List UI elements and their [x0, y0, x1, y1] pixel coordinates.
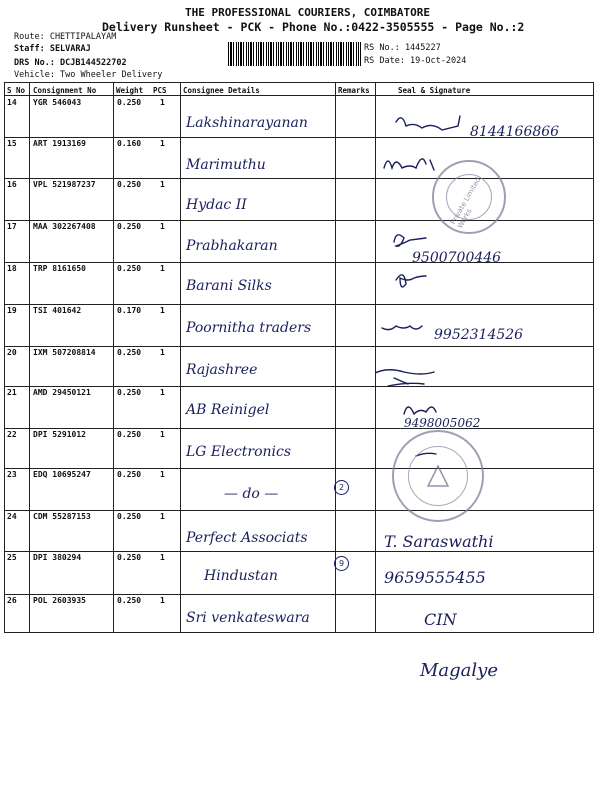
row-pcs: 1 — [160, 596, 165, 605]
vehicle-label: Vehicle: Two Wheeler Delivery — [14, 70, 163, 80]
row-sno: 17 — [7, 222, 17, 231]
row-consignment: DPI 380294 — [33, 553, 82, 562]
row-consignment: CDM 55287153 — [33, 512, 91, 521]
row-pcs: 1 — [160, 388, 165, 397]
row-weight: 0.250 — [117, 180, 142, 189]
row-consignment: AMD 29450121 — [33, 388, 91, 397]
row-weight: 0.250 — [117, 264, 142, 273]
row-consignment: DPI 5291012 — [33, 430, 86, 439]
row-consignment: ART 1913169 — [33, 139, 86, 148]
stamp-emblem-icon — [424, 462, 452, 490]
row-consignment: MAA 302267408 — [33, 222, 96, 231]
col-pcs: PCS — [153, 86, 167, 95]
row-consignee: Hindustan — [204, 568, 278, 584]
row-pcs: 1 — [160, 139, 165, 148]
row-consignee: Marimuthu — [186, 157, 266, 173]
row-pcs: 1 — [160, 264, 165, 273]
row-signature: 8144166866 — [470, 124, 560, 140]
rs-date: RS Date: 19-Oct-2024 — [364, 56, 467, 66]
row-signature: 9500700446 — [412, 250, 502, 266]
row-weight: 0.250 — [117, 430, 142, 439]
row-pcs: 1 — [160, 98, 165, 107]
row-pcs: 1 — [160, 470, 165, 479]
row-signature: 9952314526 — [434, 327, 524, 343]
row-consignee: Hydac II — [186, 197, 247, 213]
row-consignment: EDQ 10695247 — [33, 470, 91, 479]
row-sno: 26 — [7, 596, 17, 605]
row-weight: 0.250 — [117, 596, 142, 605]
row-pcs: 1 — [160, 222, 165, 231]
staff-label: Staff: SELVARAJ — [14, 44, 91, 54]
row-consignee: Prabhakaran — [186, 238, 278, 254]
row-weight: 0.170 — [117, 306, 142, 315]
remarks-mark: 2 — [334, 480, 349, 495]
row-weight: 0.250 — [117, 553, 142, 562]
row-sno: 25 — [7, 553, 17, 562]
row-weight: 0.250 — [117, 470, 142, 479]
footer-signature: Magalye — [420, 660, 498, 681]
row-pcs: 1 — [160, 306, 165, 315]
row-consignee: Sri venkateswara — [186, 610, 310, 626]
row-signature: CIN — [424, 610, 457, 629]
row-weight: 0.250 — [117, 388, 142, 397]
row-consignment: IXM 507208814 — [33, 348, 96, 357]
row-sno: 24 — [7, 512, 17, 521]
row-signature: T. Saraswathi — [384, 532, 494, 551]
row-pcs: 1 — [160, 180, 165, 189]
row-weight: 0.250 — [117, 348, 142, 357]
company-title: THE PROFESSIONAL COURIERS, COIMBATORE — [185, 6, 431, 19]
row-pcs: 1 — [160, 430, 165, 439]
row-weight: 0.250 — [117, 512, 142, 521]
rs-number: RS No.: 1445227 — [364, 43, 441, 53]
drs-number: DRS No.: DCJB144522702 — [14, 58, 127, 68]
remarks-mark: 9 — [334, 556, 349, 571]
row-pcs: 1 — [160, 553, 165, 562]
row-weight: 0.160 — [117, 139, 142, 148]
barcode-image — [228, 42, 361, 66]
row-sno: 23 — [7, 470, 17, 479]
row-sno: 15 — [7, 139, 17, 148]
row-sno: 14 — [7, 98, 17, 107]
col-remarks: Remarks — [338, 86, 370, 95]
runsheet-title: Delivery Runsheet - PCK - Phone No.:0422-3505555 - Page No.:2 — [102, 20, 525, 34]
row-consignee: AB Reinigel — [186, 402, 270, 418]
company-seal-stamp: Private Limited Works — [432, 160, 506, 234]
row-weight: 0.250 — [117, 98, 142, 107]
route-label: Route: CHETTIPALAYAM — [14, 32, 117, 42]
col-consignment: Consignment No — [33, 86, 97, 95]
row-consignee: — do — — [224, 486, 279, 502]
row-sno: 19 — [7, 306, 17, 315]
row-weight: 0.250 — [117, 222, 142, 231]
row-sno: 18 — [7, 264, 17, 273]
row-pcs: 1 — [160, 512, 165, 521]
row-consignee: Poornitha traders — [186, 320, 312, 336]
row-consignee: Lakshinarayanan — [186, 115, 308, 131]
row-consignee: Barani Silks — [186, 278, 272, 294]
row-consignment: TRP 8161650 — [33, 264, 86, 273]
row-consignee: LG Electronics — [186, 444, 292, 460]
row-consignment: VPL 521987237 — [33, 180, 96, 189]
row-signature: 9498005062 — [404, 416, 481, 430]
row-consignee: Rajashree — [186, 362, 258, 378]
office-round-stamp — [392, 430, 484, 522]
col-seal-signature: Seal & Signature — [398, 86, 471, 95]
col-consignee: Consignee Details — [183, 86, 260, 95]
row-consignment: YGR 546043 — [33, 98, 82, 107]
row-consignment: TSI 401642 — [33, 306, 82, 315]
row-sno: 21 — [7, 388, 17, 397]
row-consignment: POL 2603935 — [33, 596, 86, 605]
row-consignee: Perfect Associats — [186, 530, 308, 546]
col-weight: Weight — [116, 86, 144, 95]
row-pcs: 1 — [160, 348, 165, 357]
row-sno: 16 — [7, 180, 17, 189]
row-sno: 22 — [7, 430, 17, 439]
row-signature: 9659555455 — [384, 568, 486, 587]
col-sno: S No — [7, 86, 26, 95]
row-sno: 20 — [7, 348, 17, 357]
